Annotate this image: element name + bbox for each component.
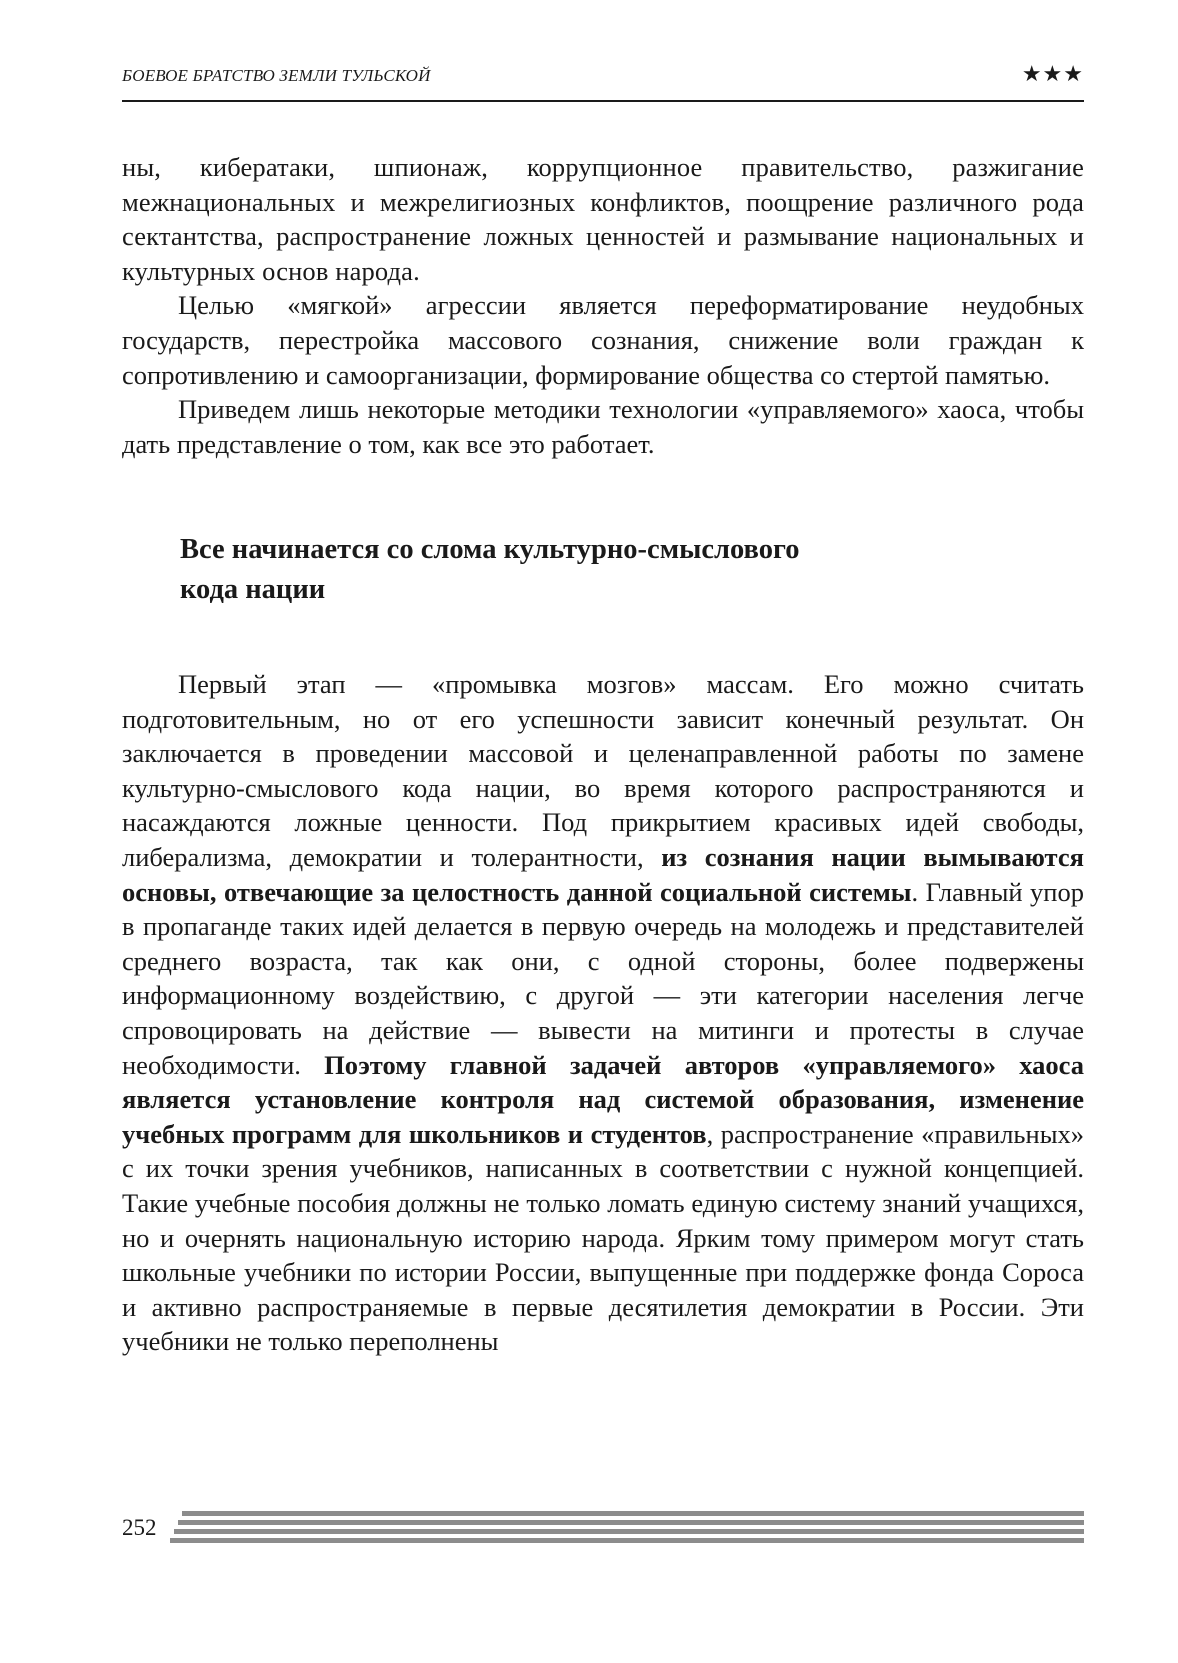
footer-rule — [182, 1511, 1084, 1516]
paragraph-brainwashing — [122, 667, 1084, 1359]
page-header — [122, 64, 1084, 102]
page-number: 252 — [122, 1515, 157, 1540]
section-heading — [180, 530, 1000, 610]
running-title: БОЕВОЕ БРАТСТВО ЗЕМЛИ ТУЛЬСКОЙ — [122, 66, 431, 85]
text-run: Первый этап — «промывка мозгов» массам. Его можно считать подготовительным, но от его успешности зависит конечный результат. Он заключается в проведении массовой и целенаправленной работы по замене культурно-смыслового кода нации, во время которого распространяются и насаждаются ложные ценности. Под прикрытием красивых идей свободы, либерализма, демократии и толерантности, — [122, 669, 1084, 872]
section-heading-line-2: кода нации — [180, 574, 326, 605]
text-run: . Главный упор в пропаганде таких идей делается в первую очередь на молодежь и представителей среднего возраста, так как они, с одной стороны, более подвержены информационному воздействию, с другой — эти категории населения легче спровоцировать на действие — вывести на митинги и протесты в случае необходимости. — [122, 876, 1084, 1080]
intro-text-block — [122, 150, 1084, 461]
bold-emphasis: Поэтому главной задачей авторов «управляемого» хаоса является установление контроля над системой образования, изменение учебных программ для школьников и студентов — [122, 1049, 1084, 1149]
stars-ornament-icon: ★★★ — [1021, 62, 1084, 87]
paragraph-continuation: ны, кибератаки, шпионаж, коррупционное правительство, разжигание межнациональных и межрелигиозных конфликтов, поощрение различного рода сектантства, распространение ложных ценностей и размывание национальных и культурных основ народа. — [122, 152, 1084, 286]
bold-emphasis: из сознания нации вымываются основы, отвечающие за целостность данной социальной системы — [122, 841, 1084, 907]
footer-rule — [174, 1529, 1084, 1534]
text-run: , распространение «правильных» с их точки зрения учебников, написанных в соответствии с нужной концепцией. Такие учебные пособия должны не только ломать единую систему знаний учащихся, но и очернять национальную историю народа. Ярким тому примером могут стать школьные учебники по истории России, выпущенные при поддержке фонда Сороса и активно распространяемые в первые десятилетия демократии в России. Эти учебники не только переполнены — [122, 1118, 1085, 1357]
section-heading-line-1: Все начинается со слома культурно-смыслового — [180, 534, 800, 565]
page-footer — [122, 1505, 1084, 1555]
paragraph-methods-intro: Приведем лишь некоторые методики технологии «управляемого» хаоса, чтобы дать представление о том, как все это работает. — [122, 394, 1084, 459]
main-text-block — [122, 667, 1084, 1359]
paragraph-soft-aggression: Целью «мягкой» агрессии является переформатирование неудобных государств, перестройка массового сознания, снижение воли граждан к сопротивлению и самоорганизации, формирование общества со стертой памятью. — [122, 290, 1084, 390]
footer-rule — [178, 1520, 1084, 1525]
footer-rule — [170, 1538, 1084, 1543]
